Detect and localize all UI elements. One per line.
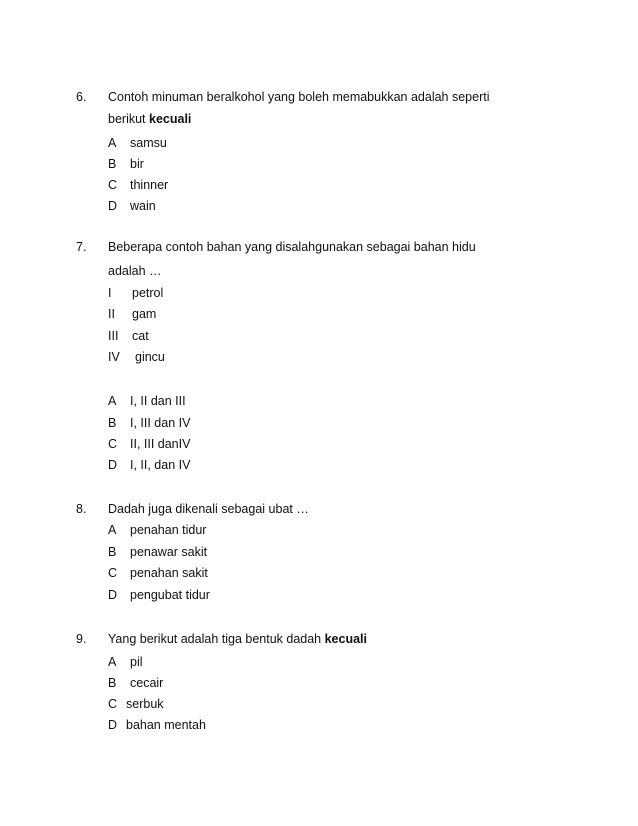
- option-b: B penawar sakit: [108, 545, 208, 559]
- option-c: C serbuk: [108, 697, 164, 711]
- question-stem: Dadah juga dikenali sebagai ubat …: [108, 502, 309, 516]
- question-stem-line2: adalah …: [108, 264, 162, 278]
- question-number: 7.: [76, 240, 87, 254]
- option-c: C thinner: [108, 178, 169, 192]
- emphasis-word: kecuali: [149, 112, 192, 126]
- question-stem: Yang berikut adalah tiga bentuk dadah kecuali: [108, 632, 367, 646]
- emphasis-word: kecuali: [324, 632, 367, 646]
- question-stem-line2: berikut kecuali: [108, 112, 192, 126]
- question-stem: Contoh minuman beralkohol yang boleh memabukkan adalah seperti: [108, 90, 490, 104]
- item-iv: IV gincu: [108, 350, 165, 364]
- question-stem: Beberapa contoh bahan yang disalahgunakan sebagai bahan hidu: [108, 240, 476, 254]
- option-b: B cecair: [108, 676, 164, 690]
- option-d: D pengubat tidur: [108, 588, 210, 602]
- option-d: D wain: [108, 199, 156, 213]
- question-number: 8.: [76, 502, 87, 516]
- option-a: A I, II dan III: [108, 394, 186, 408]
- question-number: 9.: [76, 632, 87, 646]
- item-ii: II gam: [108, 307, 157, 321]
- item-i: I petrol: [108, 286, 164, 300]
- item-iii: III cat: [108, 329, 149, 343]
- option-a: A pil: [108, 655, 143, 669]
- option-d: D bahan mentah: [108, 718, 206, 732]
- option-b: B I, III dan IV: [108, 416, 191, 430]
- option-d: D I, II, dan IV: [108, 458, 191, 472]
- option-a: A penahan tidur: [108, 523, 207, 537]
- option-b: B bir: [108, 157, 144, 171]
- option-c: C II, III danIV: [108, 437, 191, 451]
- question-number: 6.: [76, 90, 87, 104]
- option-a: A samsu: [108, 136, 167, 150]
- option-c: C penahan sakit: [108, 566, 208, 580]
